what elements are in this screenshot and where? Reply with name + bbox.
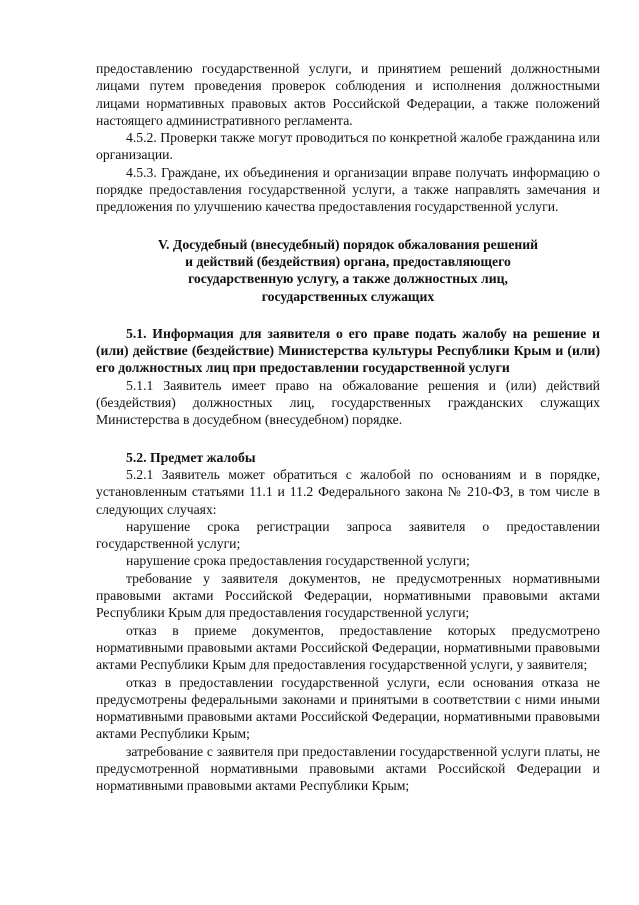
spacer — [96, 216, 600, 236]
subsection-5-1-heading: 5.1. Информация для заявителя о его праве подать жалобу на решение и (или) действие (бездействие) Министерства культуры Республики Крым и (или) его должностных лиц при предоставлении государственной услуги — [96, 325, 600, 376]
section-title-line: государственную услугу, а также должностных лиц, — [188, 271, 508, 287]
document-page — [96, 60, 600, 795]
section-title-line: государственных служащих — [261, 288, 435, 304]
section-title-line: и действий (бездействия) органа, предоставляющего — [185, 253, 511, 269]
paragraph-5-1-1: 5.1.1 Заявитель имеет право на обжалование решения и (или) действий (бездействия) должностных лиц, государственных гражданских служащих Министерства в досудебном (внесудебном) порядке. — [96, 377, 600, 428]
spacer — [96, 429, 600, 449]
paragraph-5-2-1: 5.2.1 Заявитель может обратиться с жалобой по основаниям и в порядке, установленным статьями 11.1 и 11.2 Федерального закона № 210-ФЗ, в том числе в следующих случаях: — [96, 466, 600, 517]
list-item: нарушение срока предоставления государственной услуги; — [126, 553, 470, 569]
section-title-line: V. Досудебный (внесудебный) порядок обжалования решений — [157, 236, 539, 252]
spacer — [96, 305, 600, 325]
section-5-title — [96, 236, 600, 305]
list-item: требование у заявителя документов, не предусмотренных нормативными правовыми актами Российской Федерации, нормативными правовыми актами Республики Крым для предоставления государственной услуги; — [96, 570, 600, 621]
subsection-5-2-heading: 5.2. Предмет жалобы — [126, 449, 256, 465]
list-item: нарушение срока регистрации запроса заявителя о предоставлении государственной услуги; — [96, 518, 600, 552]
paragraph-4-5-1-continuation: предоставлению государственной услуги, и принятием решений должностными лицами путем проведения проверок соблюдения и исполнения должностными лицами нормативных правовых актов Российской Федерации, а также положений настоящего административного регламента. — [96, 61, 600, 128]
list-item: отказ в предоставлении государственной услуги, если основания отказа не предусмотрены федеральными законами и принятыми в соответствии с ними иными нормативными правовыми актами Российской Федерации, нормативными правовыми актами Республики Крым; — [96, 674, 600, 742]
list-item: отказ в приеме документов, предоставление которых предусмотрено нормативными правовыми актами Российской Федерации, нормативными правовыми актами Республики Крым для предоставления государственной услуги, у заявителя; — [96, 622, 600, 673]
list-item: затребование с заявителя при предоставлении государственной услуги платы, не предусмотренной нормативными правовыми актами Российской Федерации и нормативными правовыми актами Республики Крым; — [96, 743, 600, 794]
paragraph-4-5-2: 4.5.2. Проверки также могут проводиться по конкретной жалобе гражданина или организации. — [96, 130, 600, 163]
paragraph-4-5-3: 4.5.3. Граждане, их объединения и организации вправе получать информацию о порядке предоставления государственной услуги, а также направлять замечания и предложения по улучшению качества предоставления государственной услуги. — [96, 164, 600, 215]
